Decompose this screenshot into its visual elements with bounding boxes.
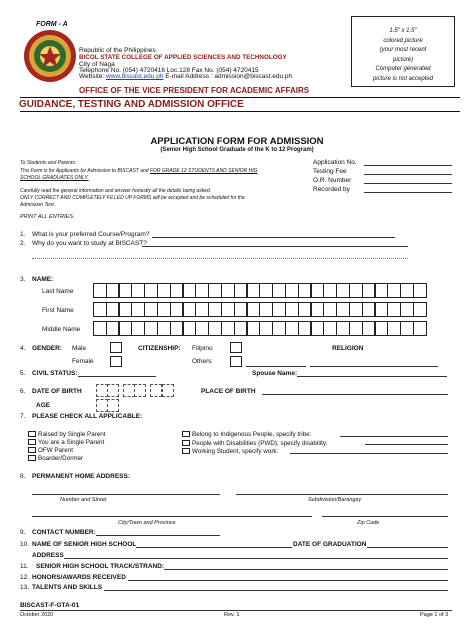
male-checkbox[interactable] <box>110 342 122 353</box>
q2-reason-field[interactable] <box>142 246 408 247</box>
republic-text: Republic of the Philippines <box>79 47 156 54</box>
footer-date: October 2020 <box>20 612 54 618</box>
q10-number: 10. <box>20 541 30 548</box>
shs-name-field[interactable] <box>136 547 292 548</box>
religion-label: RELIGION <box>332 345 364 352</box>
letter-box[interactable] <box>298 321 312 336</box>
testing-fee-label: Testing Fee <box>313 168 347 175</box>
app-no-label: Application No. <box>313 159 357 166</box>
shs-address-field[interactable] <box>64 558 448 559</box>
letter-box[interactable] <box>134 384 146 397</box>
photo-note-5: picture is not accepted <box>372 75 434 82</box>
letter-box[interactable] <box>162 384 174 397</box>
form-subtitle: (Senior High School Graduate of the K to 12 Program) <box>160 147 314 153</box>
letter-box[interactable] <box>131 302 145 317</box>
spouse-name-field[interactable] <box>297 376 447 377</box>
photo-size: 1.5" x 1.5" <box>389 28 417 34</box>
letter-box[interactable] <box>96 399 108 412</box>
office-title: OFFICE OF THE VICE PRESIDENT FOR ACADEMIC AFFAIRS <box>79 86 310 95</box>
department-divider <box>20 111 460 112</box>
letter-box[interactable] <box>234 302 248 317</box>
form-number: BISCAST-F-GTA-01 <box>20 602 80 609</box>
letter-box[interactable] <box>195 302 209 317</box>
street-caption: Number and Street <box>60 497 107 503</box>
intro-p3: ONLY CORRECT AND COMPLETELY FILLED UP FORMS will be accepted and be scheduled for the <box>20 195 245 201</box>
letter-box[interactable] <box>157 283 171 298</box>
letter-box[interactable] <box>311 302 325 317</box>
intro-p2: Carefully read the general information and answer honestly all the details being asked. <box>20 188 212 194</box>
letter-box[interactable] <box>323 302 337 317</box>
contact-field[interactable] <box>96 535 220 536</box>
department-title: GUIDANCE, TESTING AND ADMISSION OFFICE <box>19 99 244 110</box>
applicable-checkbox[interactable] <box>28 439 36 445</box>
age-label: AGE <box>36 402 51 409</box>
website-line <box>79 73 292 81</box>
letter-box[interactable] <box>272 302 286 317</box>
street-field[interactable] <box>32 494 220 495</box>
middle-name-label: Middle Name <box>42 326 81 333</box>
female-label: Female <box>72 358 94 365</box>
female-checkbox[interactable] <box>110 356 122 367</box>
letter-box[interactable] <box>221 302 235 317</box>
letter-box[interactable] <box>247 321 261 336</box>
applicable-item[interactable]: You are a Single Parent <box>28 439 106 447</box>
email-text: E-mail Address : admission@biscast.edu.ph <box>165 73 293 80</box>
graduation-date-label: DATE OF GRADUATION <box>293 541 367 548</box>
q2-reason-line-2[interactable] <box>32 258 408 259</box>
letter-box[interactable] <box>285 321 299 336</box>
city-text: City of Naga <box>79 61 115 68</box>
letter-box[interactable] <box>387 302 401 317</box>
place-of-birth-field[interactable] <box>262 394 448 395</box>
letter-box[interactable] <box>221 321 235 336</box>
letter-box[interactable] <box>362 321 376 336</box>
q3-label: NAME: <box>32 276 54 283</box>
letter-box[interactable] <box>336 321 350 336</box>
footer-divider <box>20 610 452 611</box>
letter-box[interactable] <box>298 302 312 317</box>
applicable-item[interactable]: People with Disabilities (PWD), specify disability: <box>182 440 328 449</box>
letter-box[interactable] <box>183 321 197 336</box>
letter-box[interactable] <box>413 321 427 336</box>
q9-number: 9. <box>20 529 26 536</box>
testing-fee-field[interactable] <box>364 174 452 175</box>
form-code: FORM - A <box>36 21 68 28</box>
letter-box[interactable] <box>285 283 299 298</box>
letter-box[interactable] <box>157 302 171 317</box>
q12-number: 12. <box>20 574 30 581</box>
honors-label: HONORS/AWARDS RECEIVED <box>32 574 126 581</box>
letter-box[interactable] <box>157 321 171 336</box>
q11-number: 11. <box>20 563 29 570</box>
q5-number: 5. <box>20 370 26 377</box>
letter-box[interactable] <box>208 321 222 336</box>
filipino-checkbox[interactable] <box>230 342 242 353</box>
letter-box[interactable] <box>106 321 120 336</box>
college-name: BICOL STATE COLLEGE OF APPLIED SCIENCES AND TECHNOLOGY <box>79 54 287 61</box>
q1-number: 1. <box>20 231 26 238</box>
letter-box[interactable] <box>375 321 389 336</box>
letter-box[interactable] <box>311 321 325 336</box>
letter-box[interactable] <box>221 283 235 298</box>
phone-text: Telephone No. (054) 4720416 Loc.128 Fax No. (054) 4720415 <box>79 67 259 74</box>
letter-box[interactable] <box>144 283 158 298</box>
dob-label: DATE OF BIRTH <box>32 388 82 395</box>
college-seal-logo <box>22 28 78 84</box>
others-label: Others <box>192 358 212 365</box>
letter-box[interactable] <box>413 283 427 298</box>
or-number-label: O.R. Number <box>313 177 352 184</box>
letter-box[interactable] <box>195 321 209 336</box>
photo-note-4: Computer generated <box>375 66 431 73</box>
letter-box[interactable] <box>311 283 325 298</box>
letter-box[interactable] <box>144 321 158 336</box>
letter-box[interactable] <box>349 321 363 336</box>
intro-p1 <box>20 168 258 174</box>
q7-number: 7. <box>20 413 26 420</box>
track-strand-field[interactable] <box>164 569 448 570</box>
applicable-item[interactable]: OFW Parent <box>28 447 106 455</box>
letter-box[interactable] <box>336 283 350 298</box>
q3-number: 3. <box>20 276 26 283</box>
letter-box[interactable] <box>195 283 209 298</box>
or-number-field[interactable] <box>364 183 452 184</box>
male-label: Male <box>72 345 87 352</box>
letter-box[interactable] <box>259 283 273 298</box>
q6-number: 6. <box>20 388 26 395</box>
letter-box[interactable] <box>93 283 107 298</box>
q1-label: What is your preferred Course/Program? <box>32 231 150 238</box>
print-note: PRINT ALL ENTRIES. <box>20 214 75 220</box>
barangay-field[interactable] <box>236 494 448 495</box>
letter-box[interactable] <box>170 283 184 298</box>
intro-p1c: SCHOOL GRADUATES ONLY. <box>20 175 89 181</box>
zip-field[interactable] <box>322 516 448 517</box>
header-divider <box>20 97 460 98</box>
letter-box[interactable] <box>336 302 350 317</box>
letter-box[interactable] <box>150 384 162 397</box>
letter-box[interactable] <box>131 321 145 336</box>
letter-box[interactable] <box>387 283 401 298</box>
q1-course-field[interactable] <box>152 237 395 238</box>
letter-box[interactable] <box>107 384 119 397</box>
talents-field[interactable] <box>104 590 448 591</box>
applicable-item[interactable]: Raised by Single Parent <box>28 431 106 439</box>
applicable-item[interactable]: Boarder/Dormer <box>28 455 106 463</box>
letter-box[interactable] <box>387 321 401 336</box>
applicable-item[interactable]: Belong to Indigenous People, specify tribe: <box>182 431 328 440</box>
letter-box[interactable] <box>259 321 273 336</box>
talents-label: TALENTS AND SKILLS <box>32 584 103 591</box>
letter-box[interactable] <box>93 302 107 317</box>
letter-box[interactable] <box>96 384 108 397</box>
shs-name-label: NAME OF SENIOR HIGH SCHOOL <box>32 541 137 548</box>
q2-label: Why do you want to study at BISCAST? <box>32 240 147 247</box>
track-strand-label: SENIOR HIGH SCHOOL TRACK/STRAND: <box>36 563 165 570</box>
address-label: PERMANENT HOME ADDRESS: <box>32 473 130 480</box>
letter-box[interactable] <box>183 302 197 317</box>
q8-number: 8. <box>20 473 26 480</box>
dob-boxes[interactable] <box>96 384 182 397</box>
photo-note-2: (your most recent <box>379 47 427 54</box>
others-checkbox[interactable] <box>230 356 242 367</box>
website-link[interactable]: www.biscast.edu.ph <box>105 73 164 80</box>
letter-box[interactable] <box>106 283 120 298</box>
letter-box[interactable] <box>119 302 133 317</box>
others-specify-field[interactable] <box>246 366 306 367</box>
applicable-checkbox[interactable] <box>28 447 36 453</box>
letter-box[interactable] <box>375 302 389 317</box>
letter-box[interactable] <box>247 302 261 317</box>
applicable-checkbox[interactable] <box>28 455 36 461</box>
applicable-checkbox[interactable] <box>182 440 190 446</box>
recorded-by-label: Recorded by <box>313 186 350 193</box>
app-no-field[interactable] <box>364 165 452 166</box>
letter-box[interactable] <box>93 321 107 336</box>
form-title: APPLICATION FORM FOR ADMISSION <box>150 136 324 147</box>
photo-note-3: picture) <box>392 56 413 63</box>
letter-box[interactable] <box>323 283 337 298</box>
first-name-boxes[interactable] <box>93 302 447 317</box>
last-name-label: Last Name <box>42 288 74 295</box>
letter-box[interactable] <box>413 302 427 317</box>
age-boxes[interactable] <box>96 399 122 412</box>
letter-box[interactable] <box>285 302 299 317</box>
intro-p1a: This Form is for Applicants for Admission to BISCAST and <box>20 168 149 174</box>
gender-label: GENDER: <box>32 345 62 352</box>
letter-box[interactable] <box>349 302 363 317</box>
letter-box[interactable] <box>247 283 261 298</box>
citizenship-label: CITIZENSHIP: <box>138 345 181 352</box>
applicable-label: PLEASE CHECK ALL APPLICABLE: <box>32 413 143 420</box>
intro-greeting: To Students and Parents: <box>20 160 77 166</box>
letter-box[interactable] <box>119 321 133 336</box>
letter-box[interactable] <box>272 283 286 298</box>
first-name-label: First Name <box>42 307 74 314</box>
website-label: Website: <box>79 73 105 80</box>
q13-number: 13. <box>20 584 30 591</box>
civil-status-label: CIVIL STATUS: <box>32 370 78 377</box>
letter-box[interactable] <box>400 302 414 317</box>
graduation-date-field[interactable] <box>367 547 448 548</box>
spouse-name-label: Spouse Name: <box>252 370 298 377</box>
city-field[interactable] <box>32 516 312 517</box>
letter-box[interactable] <box>183 283 197 298</box>
letter-box[interactable] <box>170 302 184 317</box>
letter-box[interactable] <box>234 321 248 336</box>
letter-box[interactable] <box>400 321 414 336</box>
tribe-field[interactable] <box>340 436 448 437</box>
letter-box[interactable] <box>208 283 222 298</box>
applicable-checkbox[interactable] <box>182 431 190 437</box>
letter-box[interactable] <box>323 321 337 336</box>
letter-box[interactable] <box>208 302 222 317</box>
barangay-caption: Subdivision/Barangay <box>308 497 362 503</box>
contact-label: CONTACT NUMBER: <box>32 529 96 536</box>
religion-field[interactable] <box>310 366 438 367</box>
zip-caption: Zip Code <box>357 520 380 526</box>
letter-box[interactable] <box>375 283 389 298</box>
q4-number: 4. <box>20 345 26 352</box>
letter-box[interactable] <box>362 283 376 298</box>
place-of-birth-label: PLACE OF BIRTH <box>201 388 256 395</box>
middle-name-boxes[interactable] <box>93 321 447 336</box>
applicable-checkbox[interactable] <box>28 431 36 437</box>
disability-field[interactable] <box>365 444 448 445</box>
city-caption: City/Town and Province <box>118 520 176 526</box>
civil-status-field[interactable] <box>78 376 156 377</box>
letter-box[interactable] <box>234 283 248 298</box>
work-field[interactable] <box>290 453 448 454</box>
q2-number: 2. <box>20 240 26 247</box>
letter-box[interactable] <box>349 283 363 298</box>
letter-box[interactable] <box>144 302 158 317</box>
intro-p4: Admission Test. <box>20 202 56 208</box>
letter-box[interactable] <box>400 283 414 298</box>
photo-note-1: colored picture <box>383 37 423 44</box>
letter-box[interactable] <box>170 321 184 336</box>
letter-box[interactable] <box>272 321 286 336</box>
letter-box[interactable] <box>119 283 133 298</box>
honors-field[interactable] <box>128 580 448 581</box>
letter-box[interactable] <box>362 302 376 317</box>
letter-box[interactable] <box>131 283 145 298</box>
letter-box[interactable] <box>259 302 273 317</box>
photo-box[interactable] <box>351 16 455 87</box>
footer-revision: Rev. 1 <box>224 612 240 618</box>
letter-box[interactable] <box>123 384 135 397</box>
intro-p1b: FOR GRADE 12 STUDENTS AND SENIOR HIG <box>149 168 258 174</box>
shs-address-label: ADDRESS <box>32 552 64 559</box>
recorded-by-field[interactable] <box>364 192 452 193</box>
filipino-label: Filipino <box>192 345 213 352</box>
footer-page: Page 1 of 3 <box>420 612 449 618</box>
letter-box[interactable] <box>106 302 120 317</box>
letter-box[interactable] <box>107 399 119 412</box>
letter-box[interactable] <box>298 283 312 298</box>
applicable-checkbox[interactable] <box>182 448 190 454</box>
last-name-boxes[interactable] <box>93 283 447 298</box>
applicable-left-list <box>28 431 106 463</box>
applicable-item[interactable]: Working Student, specify work: <box>182 448 328 457</box>
